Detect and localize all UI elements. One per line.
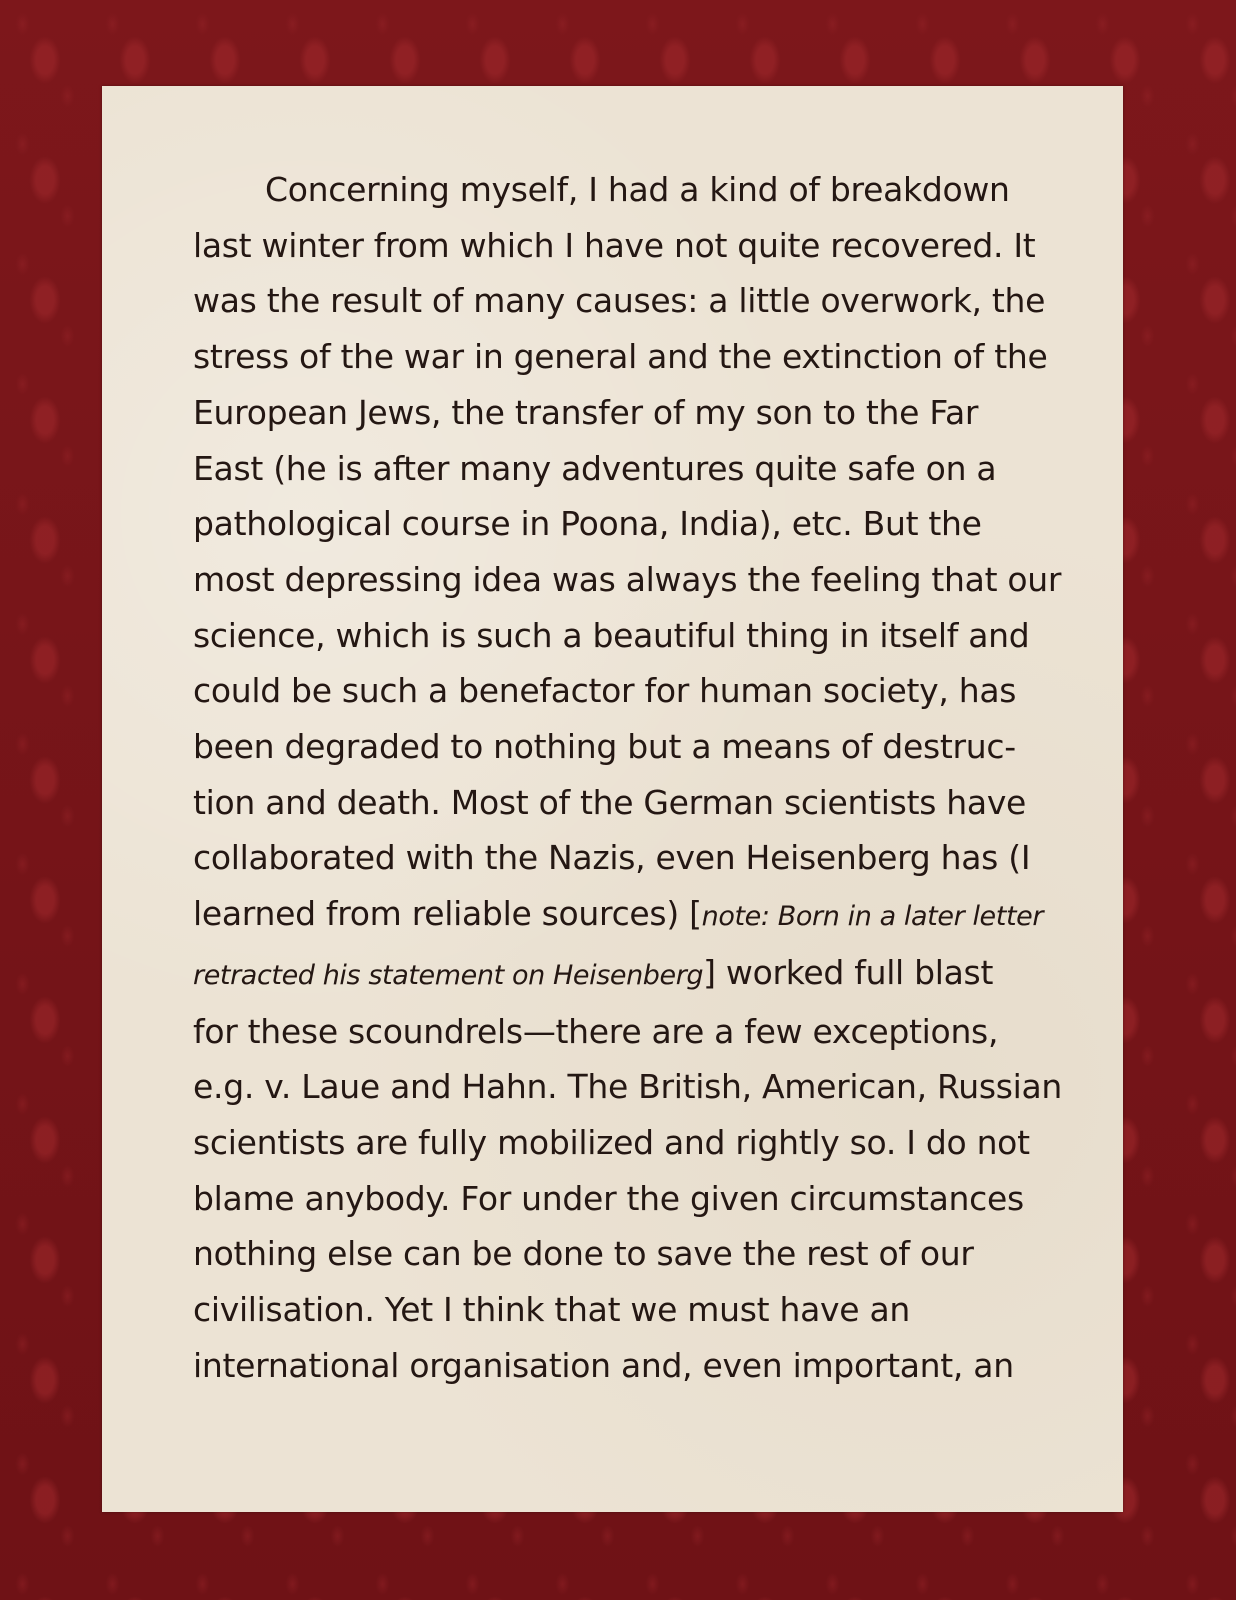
editor-note: note: Born in a later letter: [701, 901, 1044, 933]
text-line: international organisation and, even important, an: [193, 1345, 1014, 1385]
text-line: tion and death. Most of the German scientists have: [193, 782, 1027, 822]
text-line: East (he is after many adventures quite safe on a: [193, 448, 997, 488]
letter-body: [193, 162, 1073, 1393]
text-line: was the result of many causes: a little overwork, the: [193, 281, 1046, 321]
text-line: e.g. v. Laue and Hahn. The British, American, Russian: [193, 1067, 1063, 1107]
text-line-with-note: [193, 886, 1073, 945]
text-line: last winter from which I have not quite recovered. It: [193, 225, 1036, 265]
text-line: scientists are fully mobilized and rightly so. I do not: [193, 1122, 1030, 1162]
text-line-with-note: [193, 945, 1073, 1004]
text-segment: learned from reliable sources) [: [193, 894, 702, 934]
text-line: Concerning myself, I had a kind of breakdown: [265, 170, 1010, 209]
text-line: collaborated with the Nazis, even Heisenberg has (I: [193, 838, 1031, 878]
text-line: could be such a benefactor for human society, has: [193, 671, 1017, 711]
text-line: nothing else can be done to save the rest of our: [193, 1234, 974, 1274]
text-line: most depressing idea was always the feeling that our: [193, 559, 1062, 599]
text-line: stress of the war in general and the extinction of the: [193, 337, 1048, 377]
editor-note: retracted his statement on Heisenberg: [193, 959, 704, 991]
text-line: science, which is such a beautiful thing in itself and: [193, 615, 1030, 655]
text-segment: ] worked full blast: [703, 952, 994, 992]
text-line: for these scoundrels—there are a few exceptions,: [193, 1011, 999, 1051]
text-line: pathological course in Poona, India), etc. But the: [193, 504, 982, 544]
text-line: blame anybody. For under the given circumstances: [193, 1178, 1024, 1218]
text-line: European Jews, the transfer of my son to the Far: [193, 392, 979, 432]
text-line: civilisation. Yet I think that we must have an: [193, 1290, 910, 1330]
text-line: been degraded to nothing but a means of destruc-: [193, 727, 1016, 767]
